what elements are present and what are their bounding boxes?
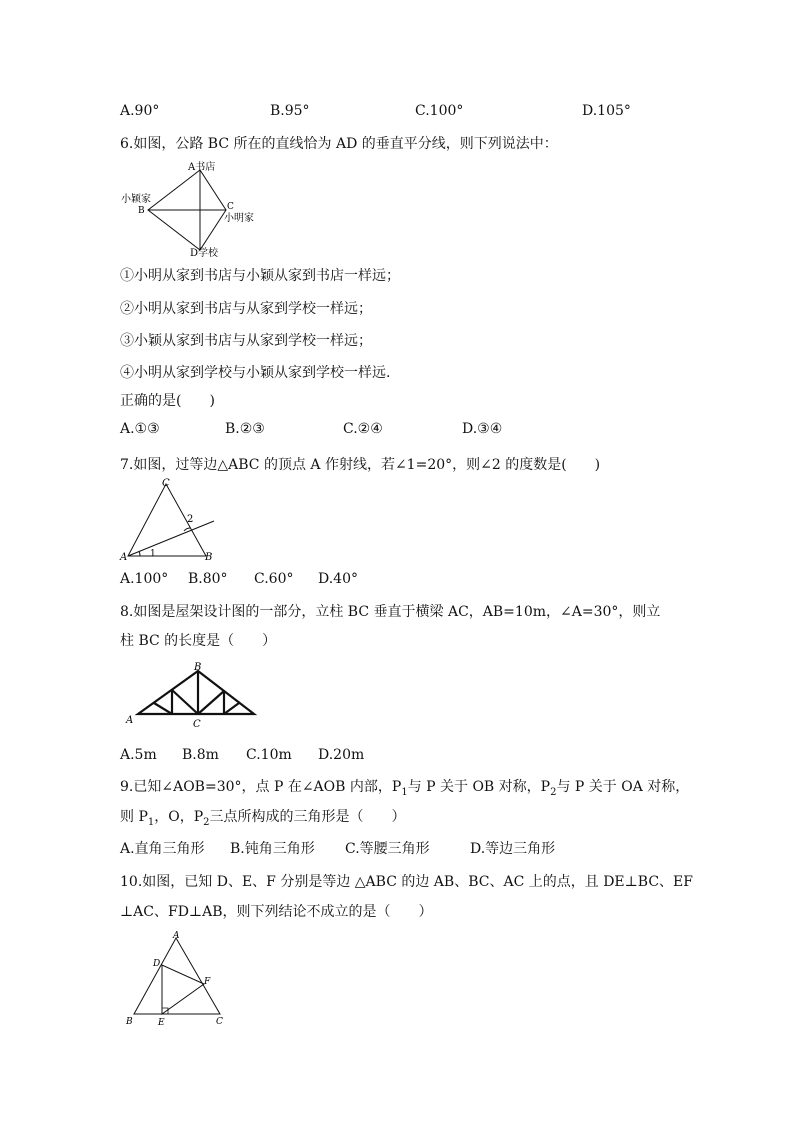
q9-option-d: D.等边三角形	[470, 841, 556, 857]
q6-label-d: D学校	[190, 248, 219, 258]
q10-stem-line-1: 10.如图，已知 D、E、F 分别是等边 △ABC 的边 AB、BC、AC 上的点，且 DE⊥BC、EF	[120, 874, 693, 890]
q8-option-c: C.10m	[246, 747, 292, 763]
q6-option-c: C.②④	[343, 421, 383, 437]
q7-stem: 7.如图，过等边△ABC 的顶点 A 作射线，若∠1=20°，则∠2 的度数是( )	[120, 457, 601, 473]
q7-option-b: B.80°	[188, 571, 228, 587]
q5-option-c: C.100°	[415, 103, 464, 119]
q7-label-c: C	[162, 478, 170, 489]
q8-stem-line-2: 柱 BC 的长度是（ ）	[120, 633, 277, 649]
q6-label-c-name: 小明家	[224, 213, 254, 224]
q5-option-d: D.105°	[582, 103, 631, 119]
q9-option-a: A.直角三角形	[120, 841, 205, 857]
q6-statement-3: ③小颖从家到书店与从家到学校一样远；	[120, 333, 372, 349]
q7-ray	[128, 521, 214, 556]
q8-option-d: D.20m	[318, 747, 365, 763]
q8-label-c: C	[193, 719, 201, 728]
q8-option-a: A.5m	[120, 747, 157, 763]
q10-label-b: B	[126, 1017, 133, 1027]
q10-label-e: E	[158, 1018, 165, 1028]
q7-option-c: C.60°	[254, 571, 294, 587]
q7-label-2: 2	[187, 514, 194, 525]
q8-stem-line-1: 8.如图是屋架设计图的一部分，立柱 BC 垂直于横梁 AC，AB=10m，∠A=30°，则立	[120, 604, 661, 620]
q9-stem-line-2: 则 $P_1$，O，$P_2$三点所构成的三角形是（ ）	[120, 809, 406, 828]
q6-label-a: A书店	[188, 162, 216, 173]
q10-triangle-def	[162, 965, 204, 1014]
q6-statement-2: ②小明从家到书店与从家到学校一样远；	[120, 301, 372, 317]
q9-stem-line-1: 9.已知∠AOB=30°，点 P 在∠AOB 内部，$P_1$与 P 关于 OB 对称，$P_2$与 P 关于 OA 对称，	[120, 779, 690, 798]
q10-label-a: A	[173, 931, 180, 941]
q7-triangle	[128, 484, 206, 556]
q5-option-a: A.90°	[120, 103, 160, 119]
q8-brace-left	[172, 690, 198, 714]
q8-figure	[124, 660, 258, 728]
q8-brace-right-small	[224, 703, 239, 714]
q8-roof-truss	[138, 671, 254, 714]
q9-option-c: C.等腰三角形	[345, 841, 430, 857]
q10-label-f: F	[204, 977, 211, 987]
q6-label-b: B	[138, 206, 145, 216]
q6-option-d: D.③④	[462, 421, 503, 437]
q6-label-b-name: 小颖家	[121, 194, 151, 205]
q7-label-a: A	[120, 552, 128, 563]
q10-figure	[118, 928, 238, 1028]
q10-label-c: C	[216, 1017, 223, 1027]
q8-brace-right	[198, 691, 224, 714]
q7-label-b: B	[205, 552, 213, 563]
q8-option-b: B.8m	[182, 747, 219, 763]
q7-angle-2-arc	[184, 528, 190, 531]
q7-option-a: A.100°	[120, 571, 169, 587]
q6-option-b: B.②③	[225, 421, 265, 437]
q6-label-c: C	[227, 202, 234, 212]
q6-figure	[118, 158, 268, 258]
q7-angle-1-arc	[139, 551, 140, 556]
q8-brace-left-small	[154, 703, 172, 714]
q10-stem-line-2: ⊥AC、FD⊥AB，则下列结论不成立的是（ ）	[120, 904, 433, 920]
q6-statement-4: ④小明从家到学校与小颖从家到学校一样远.	[120, 365, 391, 381]
q6-stem: 6.如图，公路 BC 所在的直线恰为 AD 的垂直平分线，则下列说法中：	[120, 136, 558, 152]
q7-figure	[118, 476, 228, 566]
q6-statement-1: ①小明从家到书店与小颖从家到书店一样远；	[120, 268, 400, 284]
q6-option-a: A.①③	[120, 421, 160, 437]
q8-label-a: A	[126, 715, 134, 726]
q10-label-d: D	[153, 959, 161, 969]
q6-prompt: 正确的是( )	[120, 393, 215, 409]
q9-option-b: B.钝角三角形	[230, 841, 315, 857]
q5-option-b: B.95°	[270, 103, 310, 119]
q10-triangle-abc	[134, 938, 220, 1014]
q7-option-d: D.40°	[318, 571, 358, 587]
q7-label-1: 1	[150, 549, 156, 559]
q8-label-b: B	[194, 662, 202, 673]
